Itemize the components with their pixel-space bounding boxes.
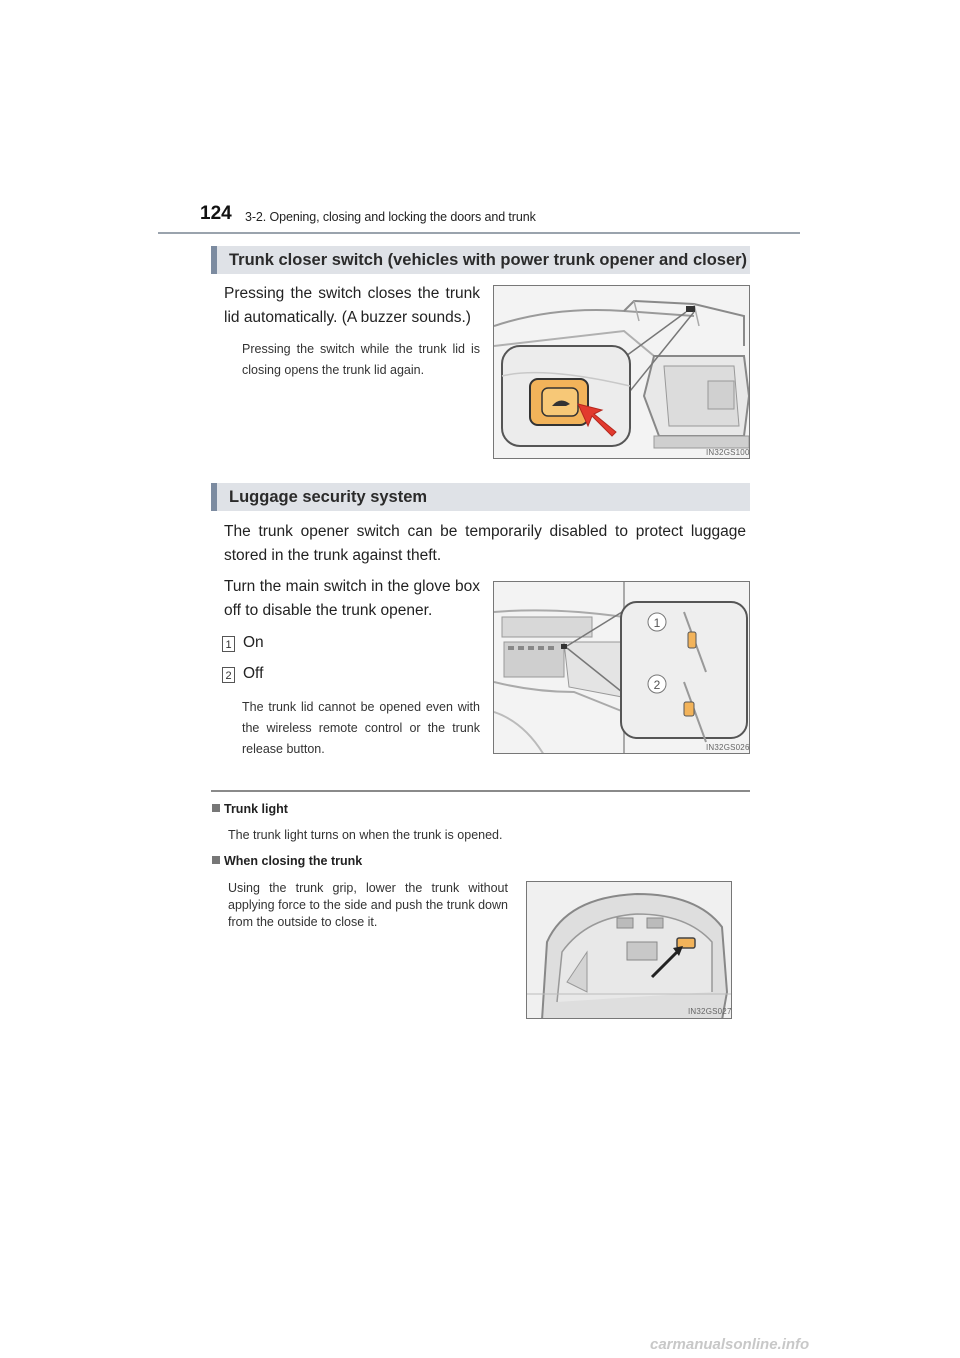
trunk-grip-illustration (526, 881, 732, 1019)
running-head: 3-2. Opening, closing and locking the doors and trunk (245, 210, 536, 224)
luggage-security-instruction: Turn the main switch in the glove box off to disable the trunk opener. (224, 578, 480, 619)
section-heading-text: Trunk closer switch (vehicles with power trunk opener and closer) (229, 251, 748, 269)
figure-code-glove-box: IN32GS026 (706, 743, 750, 752)
list-item-off: Off (243, 665, 264, 682)
subhead-trunk-light-text: Trunk light (224, 802, 288, 816)
notes-rule (211, 790, 750, 792)
svg-text:2: 2 (653, 678, 661, 692)
list-item-on: On (243, 634, 264, 651)
page-number: 124 (200, 203, 232, 224)
section-heading-trunk-closer (211, 246, 750, 274)
bullet-square-icon (212, 804, 220, 812)
subhead-closing-trunk (212, 854, 362, 868)
trunk-closer-body: Pressing the switch closes the trunk lid automatically. (A buzzer sounds.) (224, 285, 480, 326)
section-heading-text: Luggage security system (229, 488, 428, 506)
section-heading-luggage-security (211, 483, 750, 511)
callout-number-2: 2 (222, 667, 235, 683)
subhead-closing-trunk-text: When closing the trunk (224, 854, 363, 868)
figure-code-trunk-closer: IN32GS100 (706, 448, 750, 457)
closing-trunk-body: Using the trunk grip, lower the trunk without applying force to the side and push the trunk down from the outside to close it. (228, 881, 508, 929)
glove-box-illustration (493, 581, 750, 754)
svg-text:1: 1 (653, 616, 661, 630)
callout-number-1: 1 (222, 636, 235, 652)
luggage-security-intro: The trunk opener switch can be temporarily disabled to protect luggage stored in the trunk against theft. (224, 523, 746, 564)
subhead-trunk-light (212, 802, 288, 816)
watermark: carmanualsonline.info (650, 1336, 810, 1353)
trunk-closer-illustration (493, 285, 750, 459)
bullet-square-icon (212, 856, 220, 864)
trunk-closer-note: Pressing the switch while the trunk lid is closing opens the trunk lid again. (242, 342, 480, 377)
header-rule (158, 232, 800, 234)
trunk-light-body: The trunk light turns on when the trunk is opened. (228, 828, 503, 842)
figure-code-trunk-grip: IN32GS027 (688, 1007, 732, 1016)
luggage-security-note: The trunk lid cannot be opened even with the wireless remote control or the trunk release button. (242, 700, 480, 756)
